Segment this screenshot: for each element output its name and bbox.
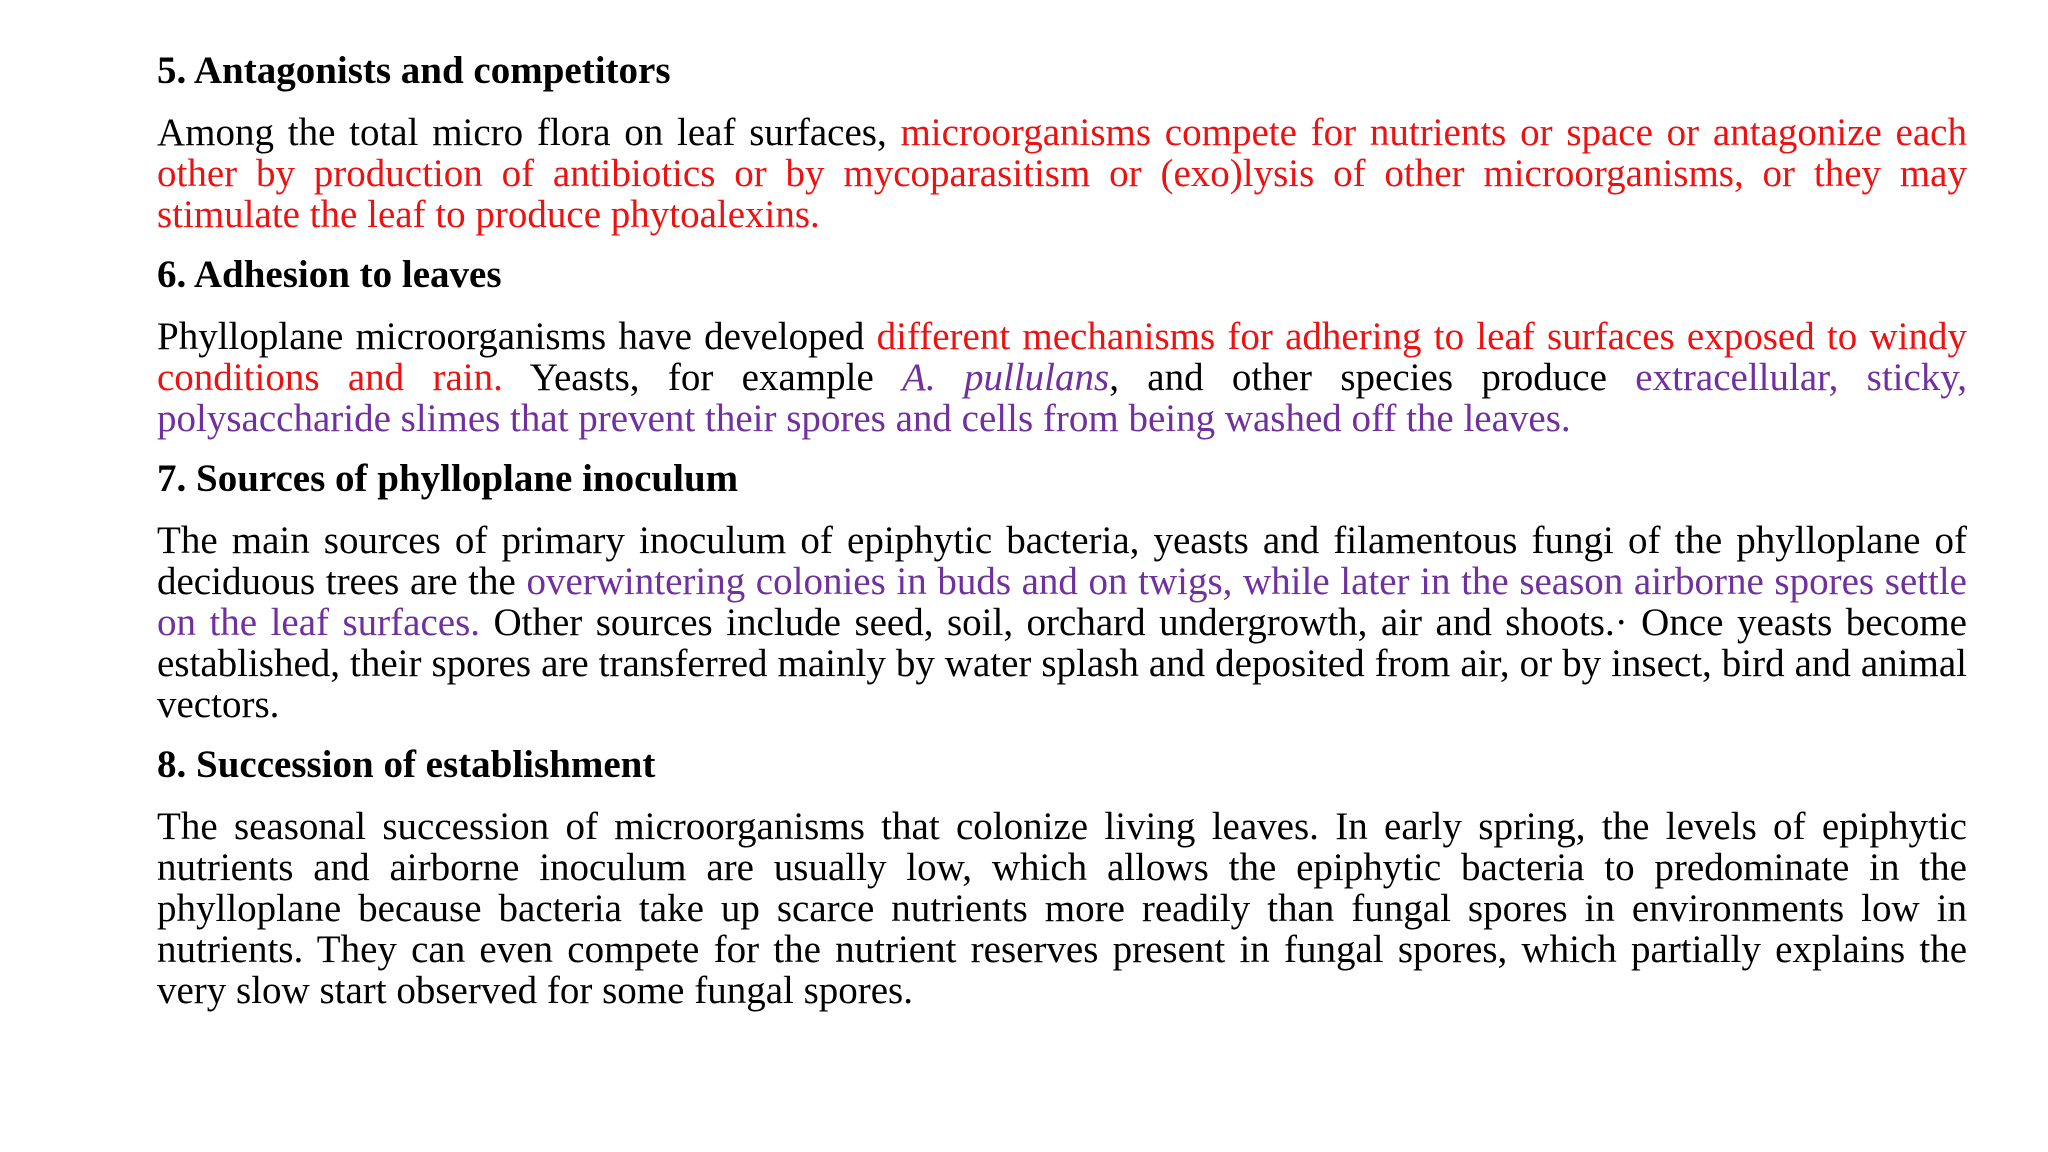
text-segment: Yeasts, for example — [502, 356, 903, 399]
highlighted-text-purple: extracellular, sticky, polysaccharide slimes that prevent their spores and cells from being washed off the leaves. — [157, 356, 1968, 440]
section-antagonists — [157, 50, 1967, 235]
section-paragraph — [157, 520, 1967, 725]
section-heading: 5. Antagonists and competitors — [157, 49, 671, 92]
section-heading: 8. Succession of establishment — [157, 743, 656, 786]
section-heading: 7. Sources of phylloplane inoculum — [157, 457, 739, 500]
section-succession — [157, 744, 1967, 1011]
section-heading: 6. Adhesion to leaves — [157, 253, 502, 296]
text-segment: The main sources of primary inoculum of epiphytic bacteria, yeasts and filamentous fungi of the phylloplane of deciduous trees are the — [157, 519, 1967, 603]
text-segment: , and other species produce — [1109, 356, 1636, 399]
text-segment: Phylloplane microorganisms have developed — [157, 315, 877, 358]
document-page — [157, 50, 1967, 1030]
section-adhesion — [157, 254, 1967, 439]
section-paragraph — [157, 112, 1967, 235]
species-name-italic: A. pullulans — [902, 356, 1110, 399]
highlighted-text-red: different mechanisms for adhering to leaf surfaces exposed to windy conditions and rain. — [157, 315, 1967, 399]
text-segment: Other sources include seed, soil, orchard undergrowth, air and shoots.· Once yeasts become established, their spores are transferred mainly by water splash and deposited from air, or by insect, bird and animal vectors. — [157, 601, 1967, 726]
section-sources — [157, 458, 1967, 725]
text-segment: The seasonal succession of microorganisms that colonize living leaves. In early spring, the levels of epiphytic nutrients and airborne inoculum are usually low, which allows the epiphytic bacteria to predominate in the phylloplane because bacteria take up scarce nutrients more readily than fungal spores in environments low in nutrients. They can even compete for the nutrient reserves present in fungal spores, which partially explains the very slow start observed for some fungal spores. — [157, 805, 1967, 1012]
section-paragraph — [157, 806, 1967, 1011]
section-paragraph — [157, 316, 1967, 439]
text-segment: Among the total micro flora on leaf surfaces, — [157, 111, 901, 154]
highlighted-text-red: microorganisms compete for nutrients or space or antagonize each other by production of antibiotics or by mycoparasitism or (exo)lysis of other microorganisms, or they may stimulate the leaf to produce phytoalexins. — [157, 111, 1967, 236]
highlighted-text-purple: overwintering colonies in buds and on twigs, while later in the season airborne spores settle on the leaf surfaces. — [157, 560, 1967, 644]
